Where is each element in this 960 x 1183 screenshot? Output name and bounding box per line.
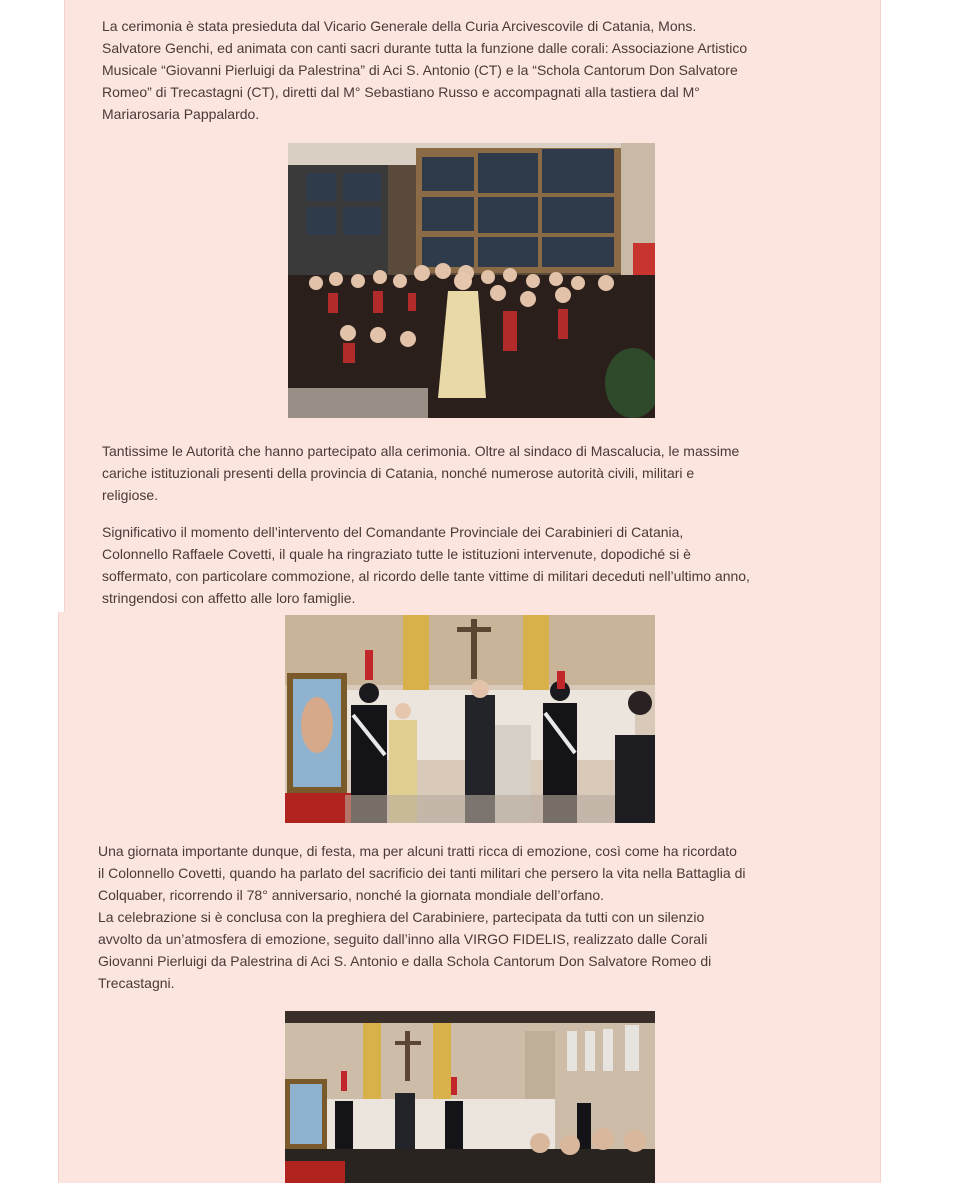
article-paragraph-conclusion: Una giornata importante dunque, di festa, ma per alcuni tratti ricca di emozione, così come ha ricordato il Colonnello Covetti, quando ha parlato del sacrificio dei tanti militari che persero la vita nella Battaglia di Colquaber, ricorrendo il 78° anniversario, nonché la giornata mondiale dell’orfano. La celebrazione si è conclusa con la preghiera del Carabiniere, partecipata da tutti con un silenzio avvolto da un’atmosfera di emozione, seguito dall’inno alla VIRGO FIDELIS, realizzato dalle Corali Giovanni Pierluigi da Palestrina di Aci S. Antonio e dalla Schola Cantorum Don Salvatore Romeo di Trecastagni. <box>98 843 746 991</box>
choir-group-photo <box>288 143 655 418</box>
article-paragraph-authorities: Tantissime le Autorità che hanno partecipato alla cerimonia. Oltre al sindaco di Mascalucia, le massime cariche istituzionali presenti della provincia di Catania, nonché numerose autorità civili, militari e religiose. <box>102 443 740 503</box>
carabinieri-altar-photo <box>285 615 655 823</box>
article-paragraph-commander: Significativo il momento dell’intervento del Comandante Provinciale dei Carabinieri di Catania, Colonnello Raffaele Covetti, il quale ha ringraziato tutte le istituzioni intervenute, dopodiché si è soffermato, con particolare commozione, al ricordo delle tante vittime di militari deceduti nell’ultimo anno, stringendosi con affetto alle loro famiglie. <box>102 524 750 606</box>
article-paragraph-ceremony: La cerimonia è stata presieduta dal Vicario Generale della Curia Arcivescovile di Catania, Mons. Salvatore Genchi, ed animata con canti sacri durante tutta la funzione dalle corali: Associazione Artistico Musicale “Giovanni Pierluigi da Palestrina” di Aci S. Antonio (CT) e la “Schola Cantorum Don Salvatore Romeo” di Trecastagni (CT), diretti dal M° Sebastiano Russo e accompagnati alla tastiera dal M° Mariarosaria Pappalardo. <box>102 18 748 122</box>
church-interior-photo <box>285 1011 655 1183</box>
